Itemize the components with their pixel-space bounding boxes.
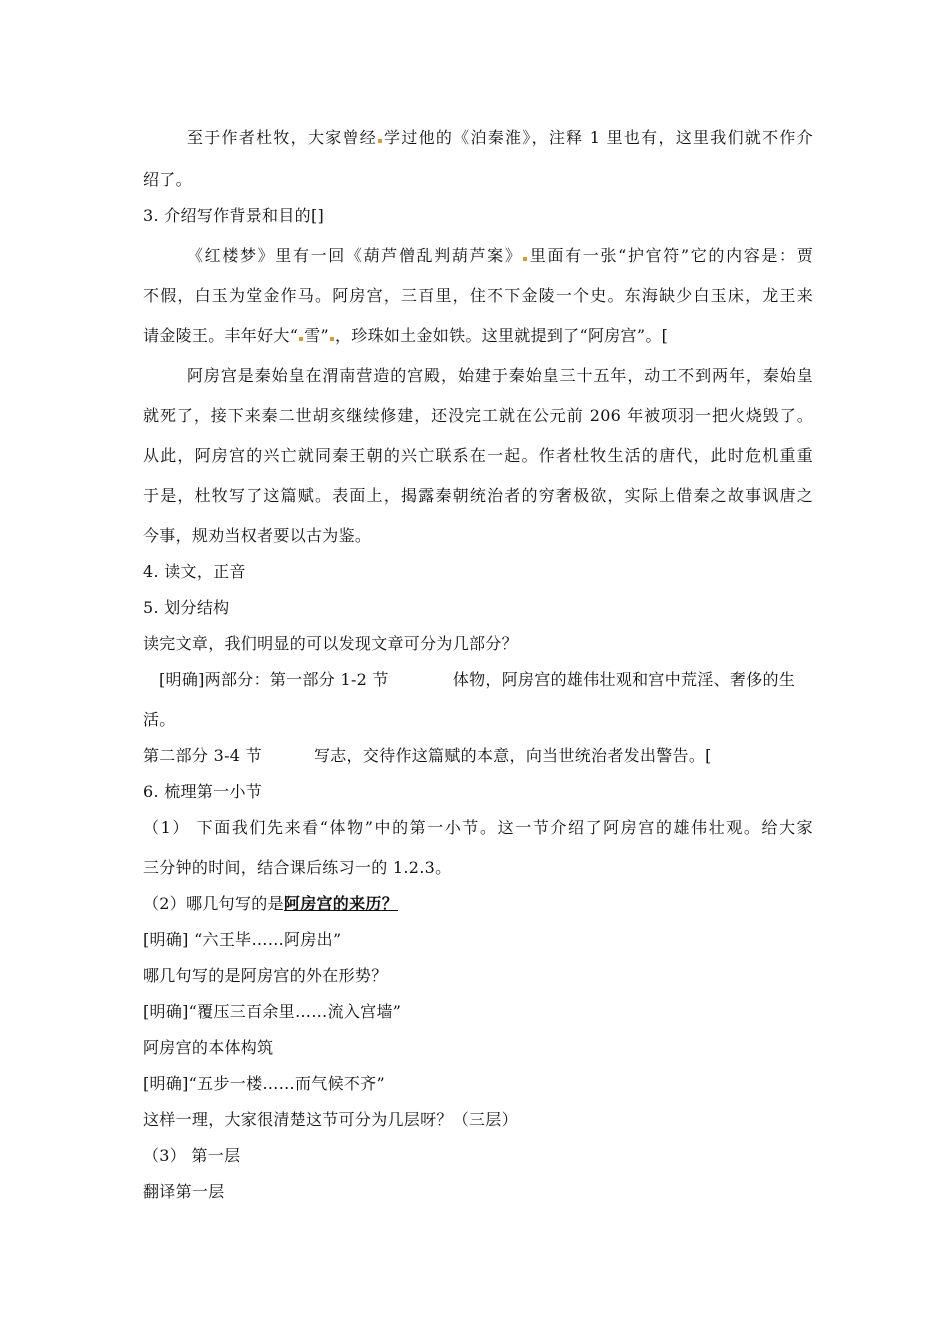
paragraph-line: 阿房宫是秦始皇在渭南营造的宫殿，始建于秦始皇三十五年，动工不到两年，秦始皇 (187, 366, 813, 385)
text-segment: 请金陵王。丰年好大“ (143, 326, 299, 345)
paragraph-line: 三分钟的时间，结合课后练习一的 1.2.3。 (143, 858, 452, 877)
text-segment: （2）哪几句写的是 (143, 894, 284, 913)
text-segment: 体物，阿房宫的雄伟壮观和宫中荒淫、奢侈的生 (452, 670, 796, 689)
text-segment: 写志，交待作这篇赋的本意，向当世统治者发出警告。[ (313, 746, 712, 765)
paragraph-line (159, 670, 813, 690)
paragraph-line: 就死了，接下来秦二世胡亥继续修建，还没完工就在公元前 206 年被项羽一把火烧毁了。 (143, 406, 813, 425)
section-heading: 6. 梳理第一小节 (143, 782, 263, 801)
paragraph-line (187, 246, 813, 266)
text-segment: [明确]两部分：第一部分 1-2 节 (159, 670, 389, 689)
text-segment: 第二部分 3-4 节 (143, 746, 262, 765)
paragraph-line: 活。 (143, 710, 176, 729)
paragraph-line: 不假，白玉为堂金作马。阿房宫，三百里，住不下金陵一个史。东海缺少白玉床，龙王来 (143, 286, 813, 305)
text-segment: 至于作者杜牧，大家曾经 (187, 128, 378, 147)
paragraph-line: （1） 下面我们先来看“体物”中的第一小节。这一节介绍了阿房宫的雄伟壮观。给大家 (143, 818, 813, 837)
paragraph-line: [明确]“覆压三百余里……流入宫墙” (143, 1002, 402, 1021)
highlighted-phrase: 阿房宫的来历？ (283, 894, 398, 913)
paragraph-line: [明确] “六王毕……阿房出” (143, 930, 342, 949)
text-segment: 里面有一张“护官符”它的内容是：贾 (528, 246, 814, 265)
paragraph-line: 绍了。 (143, 170, 192, 189)
paragraph-line: 读完文章，我们明显的可以发现文章可分为几部分？ (143, 634, 518, 653)
paragraph-line: 翻译第一层 (143, 1182, 225, 1201)
paragraph-line: 从此，阿房宫的兴亡就同秦王朝的兴亡联系在一起。作者杜牧生活的唐代，此时危机重重 (143, 446, 813, 465)
section-heading: 3. 介绍写作背景和目的[] (143, 206, 325, 225)
text-segment: 学过他的《泊秦淮》，注释 1 里也有，这里我们就不作介 (383, 128, 813, 147)
marker-dot (378, 139, 382, 143)
marker-dot (299, 337, 303, 341)
paragraph-line: （3） 第一层 (143, 1146, 241, 1165)
text-segment: ，珍珠如土金如铁。这里就提到了“阿房宫”。[ (334, 326, 669, 345)
section-heading: 5. 划分结构 (143, 598, 230, 617)
marker-dot (330, 337, 334, 341)
text-segment: 雪” (304, 326, 329, 345)
paragraph-line: 阿房宫的本体构筑 (143, 1038, 274, 1057)
paragraph-line (143, 894, 813, 914)
paragraph-line: [明确]“五步一楼……而气候不齐” (143, 1074, 385, 1093)
paragraph-line: 于是，杜牧写了这篇赋。表面上，揭露秦朝统治者的穷奢极欲，实际上借秦之故事讽唐之 (143, 486, 813, 505)
paragraph-line: 哪几句写的是阿房宫的外在形势？ (143, 966, 388, 985)
paragraph-line (187, 128, 813, 148)
paragraph-line (143, 746, 813, 766)
paragraph-line (143, 326, 813, 346)
text-segment: 《红楼梦》里有一回《葫芦僧乱判葫芦案》 (187, 246, 523, 265)
paragraph-line: 这样一理，大家很清楚这节可分为几层呀？（三层） (143, 1110, 518, 1129)
marker-dot (523, 257, 527, 261)
paragraph-line: 今事，规劝当权者要以古为鉴。 (143, 526, 372, 545)
section-heading: 4. 读文，正音 (143, 562, 246, 581)
